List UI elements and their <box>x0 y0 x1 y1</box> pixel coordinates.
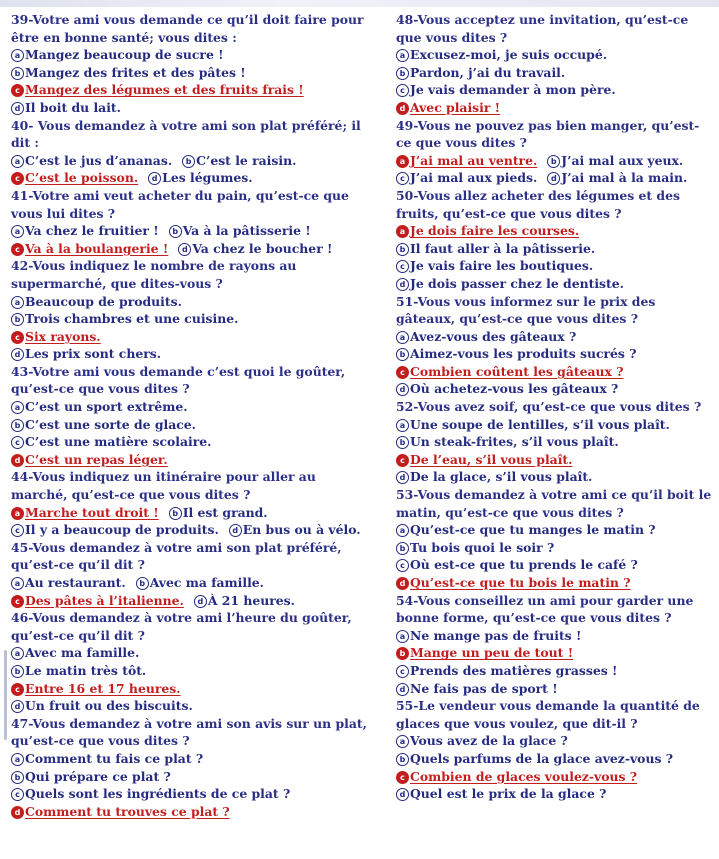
answer-option-d <box>396 575 630 590</box>
answer-text: Les prix sont chers. <box>25 346 162 362</box>
answer-option-b <box>396 540 554 555</box>
answer-option-a <box>11 505 159 520</box>
answer-text: Mangez beaucoup de sucre ! <box>25 47 224 63</box>
option-marker-c-icon: c <box>396 366 409 379</box>
answer-line <box>11 803 363 821</box>
answer-line <box>396 680 712 698</box>
answer-option-d <box>11 346 161 361</box>
answer-text: Un fruit ou des biscuits. <box>25 698 193 714</box>
question-text: 50-Vous allez acheter des légumes et des <box>396 187 680 203</box>
answer-line <box>396 416 712 434</box>
question-text: 55-Le vendeur vous demande la quantité de <box>396 698 700 714</box>
answer-option-a <box>11 575 126 590</box>
answer-option-d <box>396 786 606 801</box>
correct-answer-text: J’ai mal au ventre. <box>410 152 538 168</box>
option-marker-c-icon: c <box>396 454 409 467</box>
answer-option-a <box>11 399 188 414</box>
correct-answer-text: Marche tout droit ! <box>25 504 159 520</box>
answer-text: J’ai mal aux yeux. <box>561 152 684 168</box>
answer-option-b <box>547 153 683 168</box>
answer-text: Tu bois quoi le soir ? <box>410 539 555 555</box>
answer-line <box>11 785 363 803</box>
question-text: 41-Votre ami veut acheter du pain, qu’est-ce que <box>11 187 349 203</box>
option-marker-a-icon: a <box>11 753 24 766</box>
option-marker-d-icon: d <box>396 788 409 801</box>
answer-option-b <box>11 663 146 678</box>
answer-text: Vous avez de la glace ? <box>410 733 568 749</box>
option-marker-a-icon: a <box>11 577 24 590</box>
answer-option-c <box>396 170 537 185</box>
answer-option-b <box>396 434 619 449</box>
option-marker-b-icon: b <box>547 155 560 168</box>
correct-answer-text: Je dois faire les courses. <box>410 223 580 239</box>
option-marker-b-icon: b <box>396 243 409 256</box>
answer-line <box>11 169 363 187</box>
answer-text: J’ai mal à la main. <box>561 170 688 186</box>
option-marker-a-icon: a <box>396 419 409 432</box>
option-marker-a-icon: a <box>11 401 24 414</box>
option-marker-a-icon: a <box>11 155 24 168</box>
answer-option-b <box>396 346 636 361</box>
option-marker-d-icon: d <box>11 454 24 467</box>
answer-line <box>11 81 363 99</box>
option-marker-c-icon: c <box>396 665 409 678</box>
option-marker-a-icon: a <box>396 49 409 62</box>
answer-line <box>11 398 363 416</box>
answer-option-a <box>396 417 670 432</box>
answer-line <box>11 592 363 610</box>
answer-text: Où est-ce que tu prends le café ? <box>410 557 638 573</box>
option-marker-d-icon: d <box>396 683 409 696</box>
answer-line <box>396 539 712 557</box>
answer-line <box>396 662 712 680</box>
answer-option-d <box>396 469 592 484</box>
option-marker-a-icon: a <box>11 507 24 520</box>
option-marker-d-icon: d <box>547 172 560 185</box>
option-marker-c-icon: c <box>11 331 24 344</box>
option-marker-b-icon: b <box>396 436 409 449</box>
answer-text: Avez-vous des gâteaux ? <box>410 328 577 344</box>
answer-text: C’est le raisin. <box>196 152 297 168</box>
answer-line <box>396 644 712 662</box>
option-marker-d-icon: d <box>11 700 24 713</box>
answer-option-a <box>11 223 159 238</box>
option-marker-b-icon: b <box>182 155 195 168</box>
answer-option-c <box>11 522 219 537</box>
answer-line <box>11 222 363 240</box>
answer-line <box>396 257 712 275</box>
answer-option-b <box>182 153 296 168</box>
option-marker-b-icon: b <box>136 577 149 590</box>
answer-option-a <box>396 733 568 748</box>
answer-text: Une soupe de lentilles, s’il vous plaît. <box>410 416 670 432</box>
answer-line <box>396 627 712 645</box>
correct-answer-text: Comment tu trouves ce plat ? <box>25 803 230 819</box>
answer-option-b <box>169 223 311 238</box>
option-marker-b-icon: b <box>11 771 24 784</box>
answer-line <box>396 556 712 574</box>
option-marker-a-icon: a <box>396 735 409 748</box>
answer-text: Un steak-frites, s’il vous plaît. <box>410 434 619 450</box>
answer-option-b <box>396 241 595 256</box>
answer-option-d <box>148 170 252 185</box>
answer-line <box>11 152 363 170</box>
option-marker-c-icon: c <box>11 524 24 537</box>
answer-text: Va à la pâtisserie ! <box>182 223 311 239</box>
answer-text: C’est un sport extrême. <box>25 399 188 415</box>
answer-line <box>11 310 363 328</box>
option-marker-d-icon: d <box>396 577 409 590</box>
answer-option-b <box>136 575 264 590</box>
answer-line <box>11 99 363 117</box>
answer-option-c <box>11 434 211 449</box>
answer-option-a <box>396 223 579 238</box>
option-marker-b-icon: b <box>169 507 182 520</box>
answer-line <box>11 504 363 522</box>
option-marker-d-icon: d <box>396 102 409 115</box>
answer-text: C’est une matière scolaire. <box>25 434 212 450</box>
question-text: être en bonne santé; vous dites : <box>11 29 237 45</box>
answer-option-a <box>396 153 537 168</box>
answer-line <box>396 468 712 486</box>
answer-option-b <box>11 769 171 784</box>
option-marker-c-icon: c <box>11 788 24 801</box>
option-marker-d-icon: d <box>11 102 24 115</box>
answer-option-a <box>396 522 656 537</box>
answer-text: Il y a beaucoup de produits. <box>25 522 219 538</box>
answer-text: C’est une sorte de glace. <box>25 416 196 432</box>
answer-option-b <box>396 645 573 660</box>
correct-answer-text: Des pâtes à l’italienne. <box>25 592 184 608</box>
question-text: 47-Vous demandez à votre ami son avis sur un plat, <box>11 715 367 731</box>
answer-option-a <box>11 645 139 660</box>
answer-text: Ne mange pas de fruits ! <box>410 627 582 643</box>
answer-text: Comment tu fais ce plat ? <box>25 750 204 766</box>
answer-option-b <box>11 417 196 432</box>
correct-answer-text: Mangez des légumes et des fruits frais ! <box>25 82 304 98</box>
answer-line <box>11 768 363 786</box>
option-marker-b-icon: b <box>396 753 409 766</box>
option-marker-d-icon: d <box>396 383 409 396</box>
correct-answer-text: C’est le poisson. <box>25 170 139 186</box>
correct-answer-text: Mange un peu de tout ! <box>410 645 574 661</box>
answer-text: Il boit du lait. <box>25 99 121 115</box>
correct-answer-text: Entre 16 et 17 heures. <box>25 680 181 696</box>
answer-text: Quel est le prix de la glace ? <box>410 786 607 802</box>
answer-text: Pardon, j’ai du travail. <box>410 64 566 80</box>
answer-option-b <box>396 65 565 80</box>
option-marker-d-icon: d <box>11 806 24 819</box>
answer-line <box>396 222 712 240</box>
answer-option-d <box>194 593 295 608</box>
correct-answer-text: De l’eau, s’il vous plaît. <box>410 451 573 467</box>
answer-line <box>396 46 712 64</box>
scroll-indicator <box>4 650 7 740</box>
question-text: 46-Vous demandez à votre ami l’heure du goûter, <box>11 610 352 626</box>
answer-option-c <box>11 786 290 801</box>
answer-line <box>396 732 712 750</box>
answer-text: Qu’est-ce que tu manges le matin ? <box>410 522 656 538</box>
answer-line <box>11 64 363 82</box>
answer-line <box>11 697 363 715</box>
answer-option-d <box>178 241 332 256</box>
answer-line <box>11 750 363 768</box>
option-marker-c-icon: c <box>11 172 24 185</box>
answer-option-c <box>396 82 616 97</box>
answer-option-d <box>11 698 193 713</box>
answer-line <box>396 574 712 592</box>
answer-text: C’est le jus d’ananas. <box>25 152 173 168</box>
answer-line <box>396 451 712 469</box>
question-text: 48-Vous acceptez une invitation, qu’est-ce <box>396 12 689 27</box>
answer-line <box>11 345 363 363</box>
correct-answer-text: Qu’est-ce que tu bois le matin ? <box>410 575 631 590</box>
answer-option-a <box>396 47 607 62</box>
answer-text: Je vais faire les boutiques. <box>410 258 594 274</box>
option-marker-a-icon: a <box>11 49 24 62</box>
option-marker-a-icon: a <box>396 331 409 344</box>
option-marker-b-icon: b <box>396 348 409 361</box>
answer-text: Je dois passer chez le dentiste. <box>410 275 624 291</box>
answer-line <box>396 521 712 539</box>
option-marker-b-icon: b <box>11 313 24 326</box>
answer-option-c <box>396 364 623 379</box>
answer-line <box>396 750 712 768</box>
answer-option-c <box>11 170 138 185</box>
question-text: 43-Votre ami vous demande c’est quoi le goûter, <box>11 363 346 379</box>
correct-answer-text: Avec plaisir ! <box>410 99 501 115</box>
answer-option-c <box>396 663 617 678</box>
answer-text: Avec ma famille. <box>149 575 264 590</box>
question-text: qu’est-ce que vous dites ? <box>11 381 190 397</box>
answer-option-c <box>11 241 168 256</box>
question-text: marché, qu’est-ce que vous dites ? <box>11 487 251 503</box>
option-marker-d-icon: d <box>148 172 161 185</box>
answer-option-d <box>11 100 121 115</box>
option-marker-a-icon: a <box>11 296 24 309</box>
option-marker-b-icon: b <box>396 67 409 80</box>
question-text: 42-Vous indiquez le nombre de rayons au <box>11 258 297 274</box>
option-marker-b-icon: b <box>11 419 24 432</box>
answer-option-d <box>11 804 230 819</box>
option-marker-d-icon: d <box>194 595 207 608</box>
option-marker-c-icon: c <box>11 595 24 608</box>
answer-text: Qui prépare ce plat ? <box>25 768 171 784</box>
answer-text: Excusez-moi, je suis occupé. <box>410 47 608 63</box>
option-marker-a-icon: a <box>396 524 409 537</box>
answer-line <box>396 768 712 786</box>
option-marker-a-icon: a <box>11 647 24 660</box>
answer-line <box>11 451 363 469</box>
answer-line <box>396 169 712 187</box>
option-marker-c-icon: c <box>396 172 409 185</box>
correct-answer-text: C’est un repas léger. <box>25 451 168 467</box>
question-text: 51-Vous vous informez sur le prix des <box>396 293 656 309</box>
answer-text: Le matin très tôt. <box>25 662 147 678</box>
question-text: qu’est-ce qu’il dit ? <box>11 557 145 573</box>
option-marker-a-icon: a <box>396 225 409 238</box>
answer-text: Trois chambres et une cuisine. <box>25 311 239 327</box>
option-marker-c-icon: c <box>396 559 409 572</box>
answer-option-b <box>11 65 246 80</box>
option-marker-d-icon: d <box>229 524 242 537</box>
answer-option-c <box>396 769 637 784</box>
answer-line <box>11 521 363 539</box>
answer-line <box>396 152 712 170</box>
question-text: que vous dites ? <box>396 29 508 45</box>
answer-line <box>396 81 712 99</box>
question-text: vous lui dites ? <box>11 205 116 221</box>
question-text: supermarché, que dites-vous ? <box>11 275 223 291</box>
answer-option-c <box>11 82 304 97</box>
answer-text: J’ai mal aux pieds. <box>410 170 538 186</box>
correct-answer-text: Combien coûtent les gâteaux ? <box>410 363 624 379</box>
option-marker-b-icon: b <box>11 67 24 80</box>
answer-line <box>396 328 712 346</box>
option-marker-d-icon: d <box>396 471 409 484</box>
answer-text: Ne fais pas de sport ! <box>410 680 558 696</box>
option-marker-c-icon: c <box>396 771 409 784</box>
option-marker-a-icon: a <box>396 630 409 643</box>
answer-option-a <box>11 153 172 168</box>
answer-option-c <box>11 329 101 344</box>
option-marker-c-icon: c <box>396 84 409 97</box>
answer-option-d <box>396 381 618 396</box>
answer-line <box>396 275 712 293</box>
question-text: 53-Vous demandez à votre ami ce qu’il boit le <box>396 487 712 503</box>
answer-text: En bus ou à vélo. <box>242 522 361 538</box>
answer-text: Va chez le boucher ! <box>192 240 333 256</box>
answer-line <box>396 380 712 398</box>
answer-option-c <box>396 557 638 572</box>
option-marker-d-icon: d <box>396 278 409 291</box>
question-text: matin, qu’est-ce que vous dites ? <box>396 504 624 520</box>
question-text: glaces que vous voulez, que dit-il ? <box>396 715 638 731</box>
answer-line <box>396 785 712 803</box>
option-marker-c-icon: c <box>11 243 24 256</box>
answer-option-a <box>11 294 182 309</box>
answer-line <box>11 416 363 434</box>
answer-option-c <box>11 681 181 696</box>
question-text: dit : <box>11 135 39 151</box>
answer-option-b <box>169 505 268 520</box>
answer-line <box>11 574 363 592</box>
top-strip <box>0 0 719 7</box>
question-text: ce que vous dites ? <box>396 135 527 151</box>
correct-answer-text: Six rayons. <box>25 328 101 344</box>
question-text: 40- Vous demandez à votre ami son plat préféré; il <box>11 117 361 133</box>
answer-text: Je vais demander à mon père. <box>410 82 616 98</box>
answer-option-d <box>547 170 687 185</box>
answer-text: Quels parfums de la glace avez-vous ? <box>410 750 674 766</box>
option-marker-d-icon: d <box>11 348 24 361</box>
option-marker-c-icon: c <box>396 260 409 273</box>
answer-text: Avec ma famille. <box>25 645 140 661</box>
question-text: 44-Vous indiquez un itinéraire pour aller au <box>11 469 316 485</box>
answer-text: Il est grand. <box>182 504 268 520</box>
answer-option-d <box>229 522 361 537</box>
answer-option-d <box>396 100 500 115</box>
answer-line <box>396 363 712 381</box>
question-text: 54-Vous conseillez un ami pour garder une <box>396 592 694 608</box>
option-marker-a-icon: a <box>396 155 409 168</box>
answer-text: Mangez des frites et des pâtes ! <box>25 64 246 80</box>
left-column <box>11 11 367 820</box>
answer-option-c <box>396 452 572 467</box>
question-text: qu’est-ce que vous dites ? <box>11 733 190 749</box>
option-marker-b-icon: b <box>396 647 409 660</box>
answer-line <box>396 64 712 82</box>
answer-text: À 21 heures. <box>207 592 295 608</box>
answer-option-b <box>11 311 238 326</box>
answer-option-a <box>11 751 203 766</box>
option-marker-c-icon: c <box>11 436 24 449</box>
answer-option-a <box>396 628 581 643</box>
answer-text: Beaucoup de produits. <box>25 293 182 309</box>
question-text: fruits, qu’est-ce que vous dites ? <box>396 205 622 221</box>
answer-line <box>11 240 363 258</box>
correct-answer-text: Va à la boulangerie ! <box>25 240 169 256</box>
answer-option-d <box>396 276 624 291</box>
answer-text: Va chez le fruitier ! <box>25 223 159 239</box>
answer-text: Les légumes. <box>162 170 253 186</box>
answer-text: Quels sont les ingrédients de ce plat ? <box>25 786 291 802</box>
option-marker-b-icon: b <box>396 542 409 555</box>
option-marker-d-icon: d <box>178 243 191 256</box>
answer-text: Où achetez-vous les gâteaux ? <box>410 381 619 397</box>
question-text: 39-Votre ami vous demande ce qu’il doit faire pour <box>11 12 364 27</box>
answer-line <box>396 240 712 258</box>
answer-line <box>11 433 363 451</box>
answer-option-d <box>396 681 558 696</box>
answer-line <box>11 662 363 680</box>
answer-text: Il faut aller à la pâtisserie. <box>410 240 596 256</box>
answer-option-a <box>11 47 224 62</box>
answer-line <box>11 644 363 662</box>
answer-text: Aimez-vous les produits sucrés ? <box>410 346 637 362</box>
question-text: qu’est-ce qu’il dit ? <box>11 627 145 643</box>
option-marker-b-icon: b <box>169 225 182 238</box>
answer-line <box>11 680 363 698</box>
correct-answer-text: Combien de glaces voulez-vous ? <box>410 768 638 784</box>
answer-text: De la glace, s’il vous plaît. <box>410 469 593 485</box>
option-marker-b-icon: b <box>11 665 24 678</box>
answer-line <box>11 328 363 346</box>
option-marker-a-icon: a <box>11 225 24 238</box>
answer-text: Au restaurant. <box>25 575 126 590</box>
answer-option-b <box>396 751 673 766</box>
answer-option-c <box>396 258 593 273</box>
question-text: 52-Vous avez soif, qu’est-ce que vous dites ? <box>396 399 702 415</box>
question-text: gâteaux, qu’est-ce que vous dites ? <box>396 311 638 327</box>
question-text: 49-Vous ne pouvez pas bien manger, qu’est- <box>396 117 700 133</box>
answer-line <box>396 345 712 363</box>
option-marker-c-icon: c <box>11 683 24 696</box>
answer-option-c <box>11 593 184 608</box>
option-marker-c-icon: c <box>11 84 24 97</box>
question-text: bonne forme, qu’est-ce que vous dites ? <box>396 610 672 626</box>
answer-option-a <box>396 329 576 344</box>
answer-line <box>11 46 363 64</box>
answer-option-d <box>11 452 168 467</box>
right-column <box>396 11 712 803</box>
question-text: 45-Vous demandez à votre ami son plat préféré, <box>11 539 342 555</box>
answer-line <box>11 293 363 311</box>
answer-line <box>396 99 712 117</box>
answer-text: Prends des matières grasses ! <box>410 662 618 678</box>
answer-line <box>396 433 712 451</box>
